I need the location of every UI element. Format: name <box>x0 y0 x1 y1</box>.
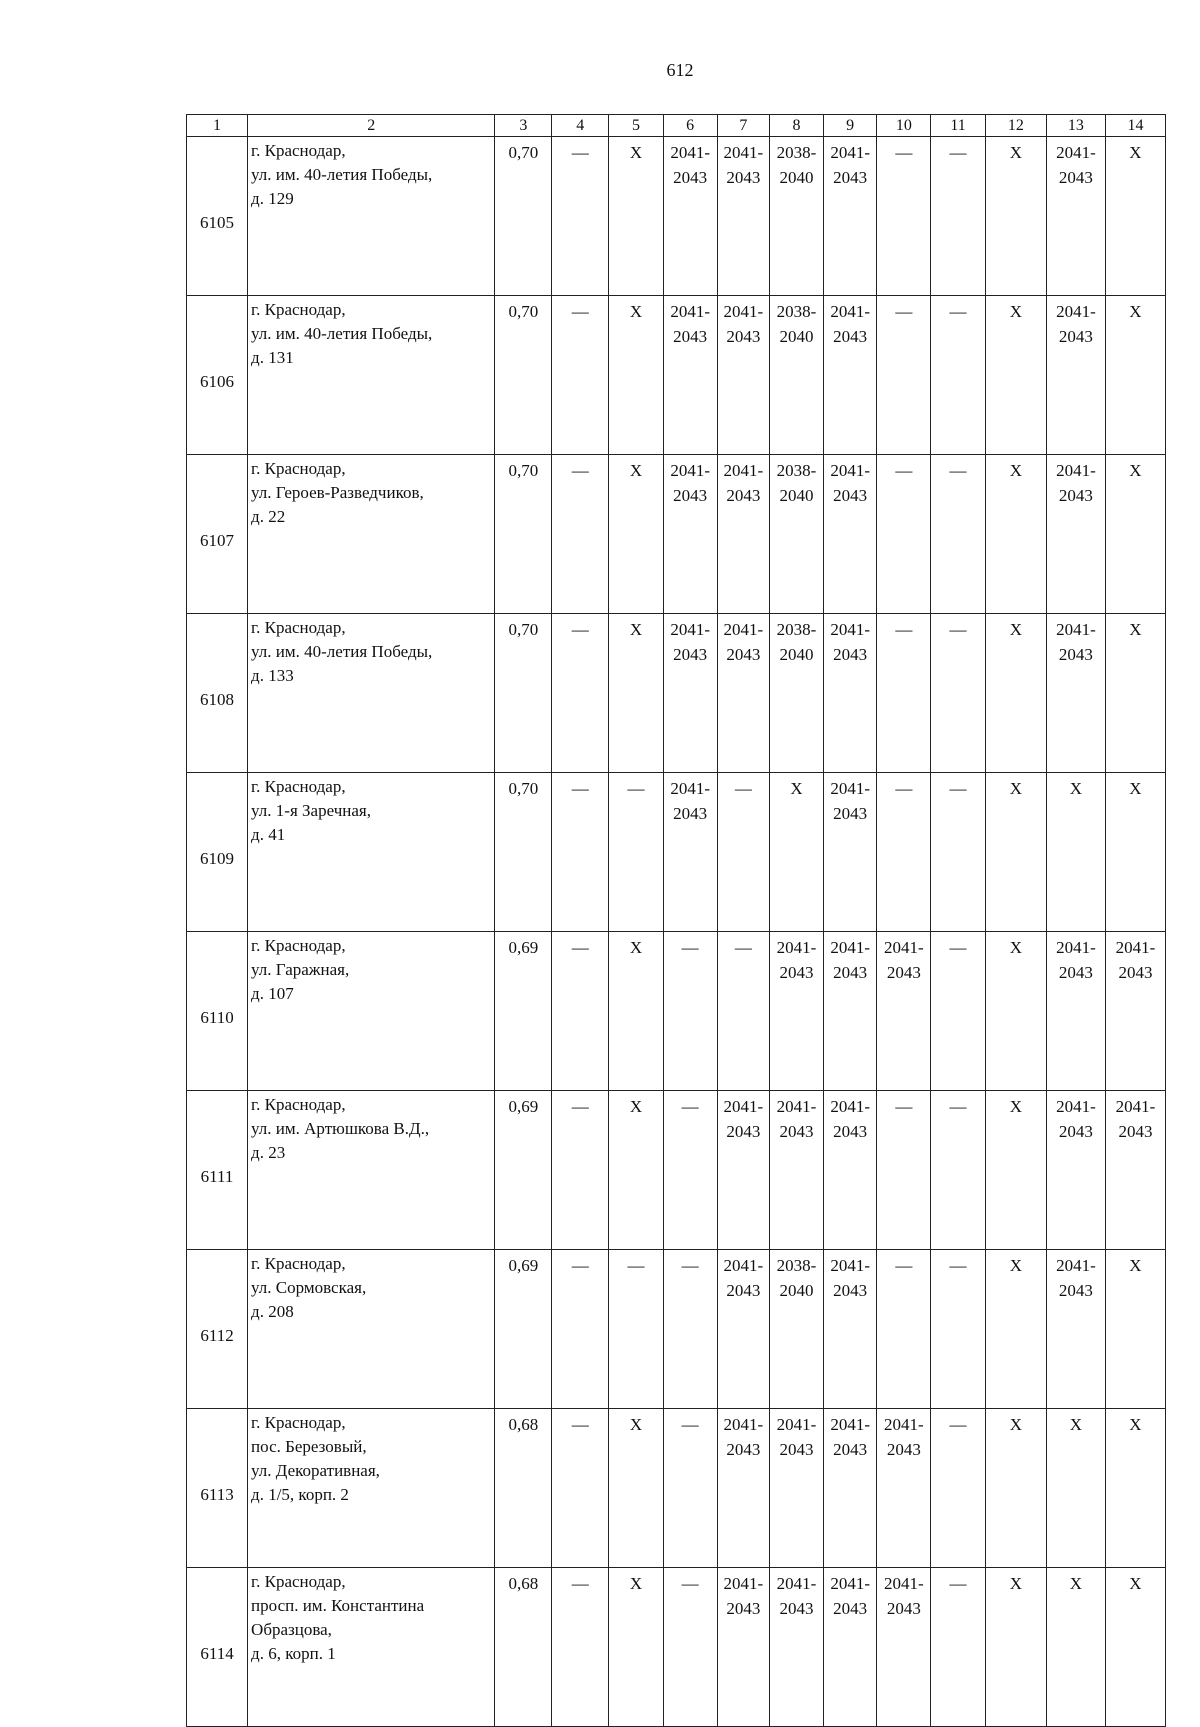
table-row <box>187 137 1166 296</box>
value-cell-col10: — <box>877 137 931 296</box>
value-cell-col3: 0,69 <box>495 1091 552 1250</box>
value-cell-col5: Х <box>609 137 664 296</box>
value-cell-col14: Х <box>1105 1568 1165 1727</box>
address-cell <box>248 1568 495 1727</box>
value-cell-col7: 2041- 2043 <box>717 1091 770 1250</box>
value-cell-col3: 0,70 <box>495 455 552 614</box>
value-cell-col10: — <box>877 1091 931 1250</box>
value-cell-col13: Х <box>1046 773 1105 932</box>
value-cell-col11: — <box>931 1568 986 1727</box>
address-cell <box>248 773 495 932</box>
value-cell-col7: 2041- 2043 <box>717 1568 770 1727</box>
value-cell-col9: 2041- 2043 <box>823 296 877 455</box>
column-header: 12 <box>985 115 1046 137</box>
table-row <box>187 932 1166 1091</box>
value-cell-col4: — <box>552 1091 609 1250</box>
value-cell-col10: — <box>877 1250 931 1409</box>
value-cell-col14: Х <box>1105 614 1165 773</box>
value-cell-col4: — <box>552 1568 609 1727</box>
value-cell-col4: — <box>552 773 609 932</box>
value-cell-col8: 2041- 2043 <box>770 1409 824 1568</box>
column-header: 9 <box>823 115 877 137</box>
column-header: 7 <box>717 115 770 137</box>
value-cell-col8: 2038- 2040 <box>770 296 824 455</box>
address-line: д. 208 <box>251 1302 294 1321</box>
value-cell-col13: 2041- 2043 <box>1046 1250 1105 1409</box>
value-cell-col12: Х <box>985 296 1046 455</box>
value-cell-col8: 2041- 2043 <box>770 1568 824 1727</box>
value-cell-col12: Х <box>985 773 1046 932</box>
address-line: г. Краснодар, <box>251 459 346 478</box>
value-cell-col12: Х <box>985 1568 1046 1727</box>
value-cell-col12: Х <box>985 1091 1046 1250</box>
value-cell-col6: 2041- 2043 <box>663 773 717 932</box>
address-line: г. Краснодар, <box>251 936 346 955</box>
value-cell-col13: 2041- 2043 <box>1046 455 1105 614</box>
value-cell-col4: — <box>552 614 609 773</box>
address-cell <box>248 1250 495 1409</box>
table-row <box>187 1409 1166 1568</box>
value-cell-col3: 0,70 <box>495 773 552 932</box>
value-cell-col10: 2041- 2043 <box>877 1409 931 1568</box>
value-cell-col6: — <box>663 932 717 1091</box>
address-line: д. 22 <box>251 507 286 526</box>
column-header: 5 <box>609 115 664 137</box>
address-line: ул. им. 40-летия Победы, <box>251 324 433 343</box>
value-cell-col6: 2041- 2043 <box>663 455 717 614</box>
address-line: г. Краснодар, <box>251 777 346 796</box>
value-cell-col10: 2041- 2043 <box>877 932 931 1091</box>
address-line: г. Краснодар, <box>251 300 346 319</box>
value-cell-col8: Х <box>770 773 824 932</box>
column-header: 8 <box>770 115 824 137</box>
address-line: д. 6, корп. 1 <box>251 1644 336 1663</box>
value-cell-col7: — <box>717 932 770 1091</box>
value-cell-col7: 2041- 2043 <box>717 1250 770 1409</box>
row-number: 6109 <box>187 773 248 932</box>
address-line: пос. Березовый, <box>251 1437 367 1456</box>
row-number: 6111 <box>187 1091 248 1250</box>
value-cell-col10: — <box>877 614 931 773</box>
value-cell-col5: Х <box>609 1409 664 1568</box>
value-cell-col6: — <box>663 1250 717 1409</box>
row-number: 6105 <box>187 137 248 296</box>
value-cell-col4: — <box>552 137 609 296</box>
address-line: г. Краснодар, <box>251 141 346 160</box>
address-line: д. 107 <box>251 984 294 1003</box>
value-cell-col5: Х <box>609 614 664 773</box>
value-cell-col7: 2041- 2043 <box>717 296 770 455</box>
value-cell-col3: 0,68 <box>495 1409 552 1568</box>
value-cell-col12: Х <box>985 932 1046 1091</box>
register-table <box>186 114 1166 1727</box>
row-number: 6108 <box>187 614 248 773</box>
value-cell-col6: — <box>663 1091 717 1250</box>
value-cell-col3: 0,68 <box>495 1568 552 1727</box>
value-cell-col9: 2041- 2043 <box>823 773 877 932</box>
column-number-row <box>187 115 1166 137</box>
value-cell-col3: 0,69 <box>495 1250 552 1409</box>
value-cell-col9: 2041- 2043 <box>823 455 877 614</box>
value-cell-col5: Х <box>609 296 664 455</box>
address-line: д. 133 <box>251 666 294 685</box>
column-header: 13 <box>1046 115 1105 137</box>
value-cell-col5: Х <box>609 1091 664 1250</box>
row-number: 6112 <box>187 1250 248 1409</box>
value-cell-col13: 2041- 2043 <box>1046 614 1105 773</box>
row-number: 6110 <box>187 932 248 1091</box>
address-cell <box>248 137 495 296</box>
address-line: ул. им. 40-летия Победы, <box>251 642 433 661</box>
value-cell-col13: 2041- 2043 <box>1046 296 1105 455</box>
address-line: г. Краснодар, <box>251 618 346 637</box>
value-cell-col13: Х <box>1046 1568 1105 1727</box>
address-line: г. Краснодар, <box>251 1095 346 1114</box>
column-header: 10 <box>877 115 931 137</box>
address-line: ул. Гаражная, <box>251 960 350 979</box>
value-cell-col11: — <box>931 1409 986 1568</box>
value-cell-col14: Х <box>1105 296 1165 455</box>
value-cell-col9: 2041- 2043 <box>823 614 877 773</box>
column-header: 6 <box>663 115 717 137</box>
address-line: ул. им. Артюшкова В.Д., <box>251 1119 430 1138</box>
table-body <box>187 137 1166 1727</box>
value-cell-col5: Х <box>609 932 664 1091</box>
value-cell-col11: — <box>931 1091 986 1250</box>
value-cell-col11: — <box>931 296 986 455</box>
value-cell-col12: Х <box>985 614 1046 773</box>
address-cell <box>248 932 495 1091</box>
table-row <box>187 455 1166 614</box>
value-cell-col11: — <box>931 932 986 1091</box>
value-cell-col5: — <box>609 1250 664 1409</box>
value-cell-col5: — <box>609 773 664 932</box>
column-header: 11 <box>931 115 986 137</box>
value-cell-col13: 2041- 2043 <box>1046 1091 1105 1250</box>
address-line: Образцова, <box>251 1620 332 1639</box>
value-cell-col7: 2041- 2043 <box>717 1409 770 1568</box>
address-line: ул. 1-я Заречная, <box>251 801 371 820</box>
address-line: д. 23 <box>251 1143 286 1162</box>
address-cell <box>248 455 495 614</box>
value-cell-col8: 2041- 2043 <box>770 1091 824 1250</box>
value-cell-col13: Х <box>1046 1409 1105 1568</box>
address-cell <box>248 614 495 773</box>
column-header: 1 <box>187 115 248 137</box>
address-line: ул. Сормовская, <box>251 1278 367 1297</box>
address-cell <box>248 1409 495 1568</box>
row-number: 6106 <box>187 296 248 455</box>
address-line: ул. Героев-Разведчиков, <box>251 483 424 502</box>
value-cell-col7: 2041- 2043 <box>717 614 770 773</box>
row-number: 6113 <box>187 1409 248 1568</box>
address-line: д. 129 <box>251 189 294 208</box>
value-cell-col8: 2038- 2040 <box>770 137 824 296</box>
page-number: 612 <box>666 60 694 80</box>
value-cell-col4: — <box>552 455 609 614</box>
value-cell-col9: 2041- 2043 <box>823 1091 877 1250</box>
address-cell <box>248 296 495 455</box>
table-row <box>187 773 1166 932</box>
value-cell-col6: 2041- 2043 <box>663 296 717 455</box>
value-cell-col4: — <box>552 296 609 455</box>
value-cell-col7: 2041- 2043 <box>717 455 770 614</box>
address-line: д. 1/5, корп. 2 <box>251 1485 349 1504</box>
value-cell-col11: — <box>931 614 986 773</box>
value-cell-col13: 2041- 2043 <box>1046 932 1105 1091</box>
address-line: г. Краснодар, <box>251 1572 346 1591</box>
row-number: 6107 <box>187 455 248 614</box>
value-cell-col8: 2038- 2040 <box>770 1250 824 1409</box>
table-row <box>187 296 1166 455</box>
value-cell-col8: 2041- 2043 <box>770 932 824 1091</box>
value-cell-col6: 2041- 2043 <box>663 614 717 773</box>
value-cell-col7: 2041- 2043 <box>717 137 770 296</box>
value-cell-col9: 2041- 2043 <box>823 1409 877 1568</box>
table-row <box>187 1568 1166 1727</box>
value-cell-col9: 2041- 2043 <box>823 1250 877 1409</box>
value-cell-col9: 2041- 2043 <box>823 1568 877 1727</box>
value-cell-col12: Х <box>985 137 1046 296</box>
value-cell-col8: 2038- 2040 <box>770 455 824 614</box>
value-cell-col4: — <box>552 932 609 1091</box>
value-cell-col6: 2041- 2043 <box>663 137 717 296</box>
value-cell-col9: 2041- 2043 <box>823 932 877 1091</box>
address-line: д. 41 <box>251 825 286 844</box>
value-cell-col14: Х <box>1105 137 1165 296</box>
table-row <box>187 614 1166 773</box>
address-line: просп. им. Константина <box>251 1596 425 1615</box>
table-row <box>187 1250 1166 1409</box>
value-cell-col14: Х <box>1105 1409 1165 1568</box>
value-cell-col10: 2041- 2043 <box>877 1568 931 1727</box>
value-cell-col14: Х <box>1105 455 1165 614</box>
value-cell-col4: — <box>552 1250 609 1409</box>
value-cell-col14: Х <box>1105 773 1165 932</box>
value-cell-col11: — <box>931 1250 986 1409</box>
value-cell-col5: Х <box>609 1568 664 1727</box>
row-number: 6114 <box>187 1568 248 1727</box>
address-cell <box>248 1091 495 1250</box>
value-cell-col7: — <box>717 773 770 932</box>
column-header: 14 <box>1105 115 1165 137</box>
address-line: г. Краснодар, <box>251 1413 346 1432</box>
value-cell-col9: 2041- 2043 <box>823 137 877 296</box>
value-cell-col11: — <box>931 455 986 614</box>
value-cell-col13: 2041- 2043 <box>1046 137 1105 296</box>
value-cell-col3: 0,69 <box>495 932 552 1091</box>
value-cell-col12: Х <box>985 1409 1046 1568</box>
value-cell-col6: — <box>663 1409 717 1568</box>
value-cell-col10: — <box>877 773 931 932</box>
value-cell-col3: 0,70 <box>495 614 552 773</box>
value-cell-col3: 0,70 <box>495 296 552 455</box>
value-cell-col14: Х <box>1105 1250 1165 1409</box>
value-cell-col8: 2038- 2040 <box>770 614 824 773</box>
address-line: ул. Декоративная, <box>251 1461 380 1480</box>
value-cell-col12: Х <box>985 1250 1046 1409</box>
value-cell-col12: Х <box>985 455 1046 614</box>
column-header: 2 <box>248 115 495 137</box>
value-cell-col4: — <box>552 1409 609 1568</box>
column-header: 3 <box>495 115 552 137</box>
address-line: г. Краснодар, <box>251 1254 346 1273</box>
value-cell-col11: — <box>931 137 986 296</box>
value-cell-col11: — <box>931 773 986 932</box>
column-header: 4 <box>552 115 609 137</box>
value-cell-col10: — <box>877 296 931 455</box>
value-cell-col3: 0,70 <box>495 137 552 296</box>
address-line: д. 131 <box>251 348 294 367</box>
value-cell-col14: 2041- 2043 <box>1105 1091 1165 1250</box>
value-cell-col5: Х <box>609 455 664 614</box>
address-line: ул. им. 40-летия Победы, <box>251 165 433 184</box>
table-row <box>187 1091 1166 1250</box>
value-cell-col6: — <box>663 1568 717 1727</box>
value-cell-col14: 2041- 2043 <box>1105 932 1165 1091</box>
value-cell-col10: — <box>877 455 931 614</box>
